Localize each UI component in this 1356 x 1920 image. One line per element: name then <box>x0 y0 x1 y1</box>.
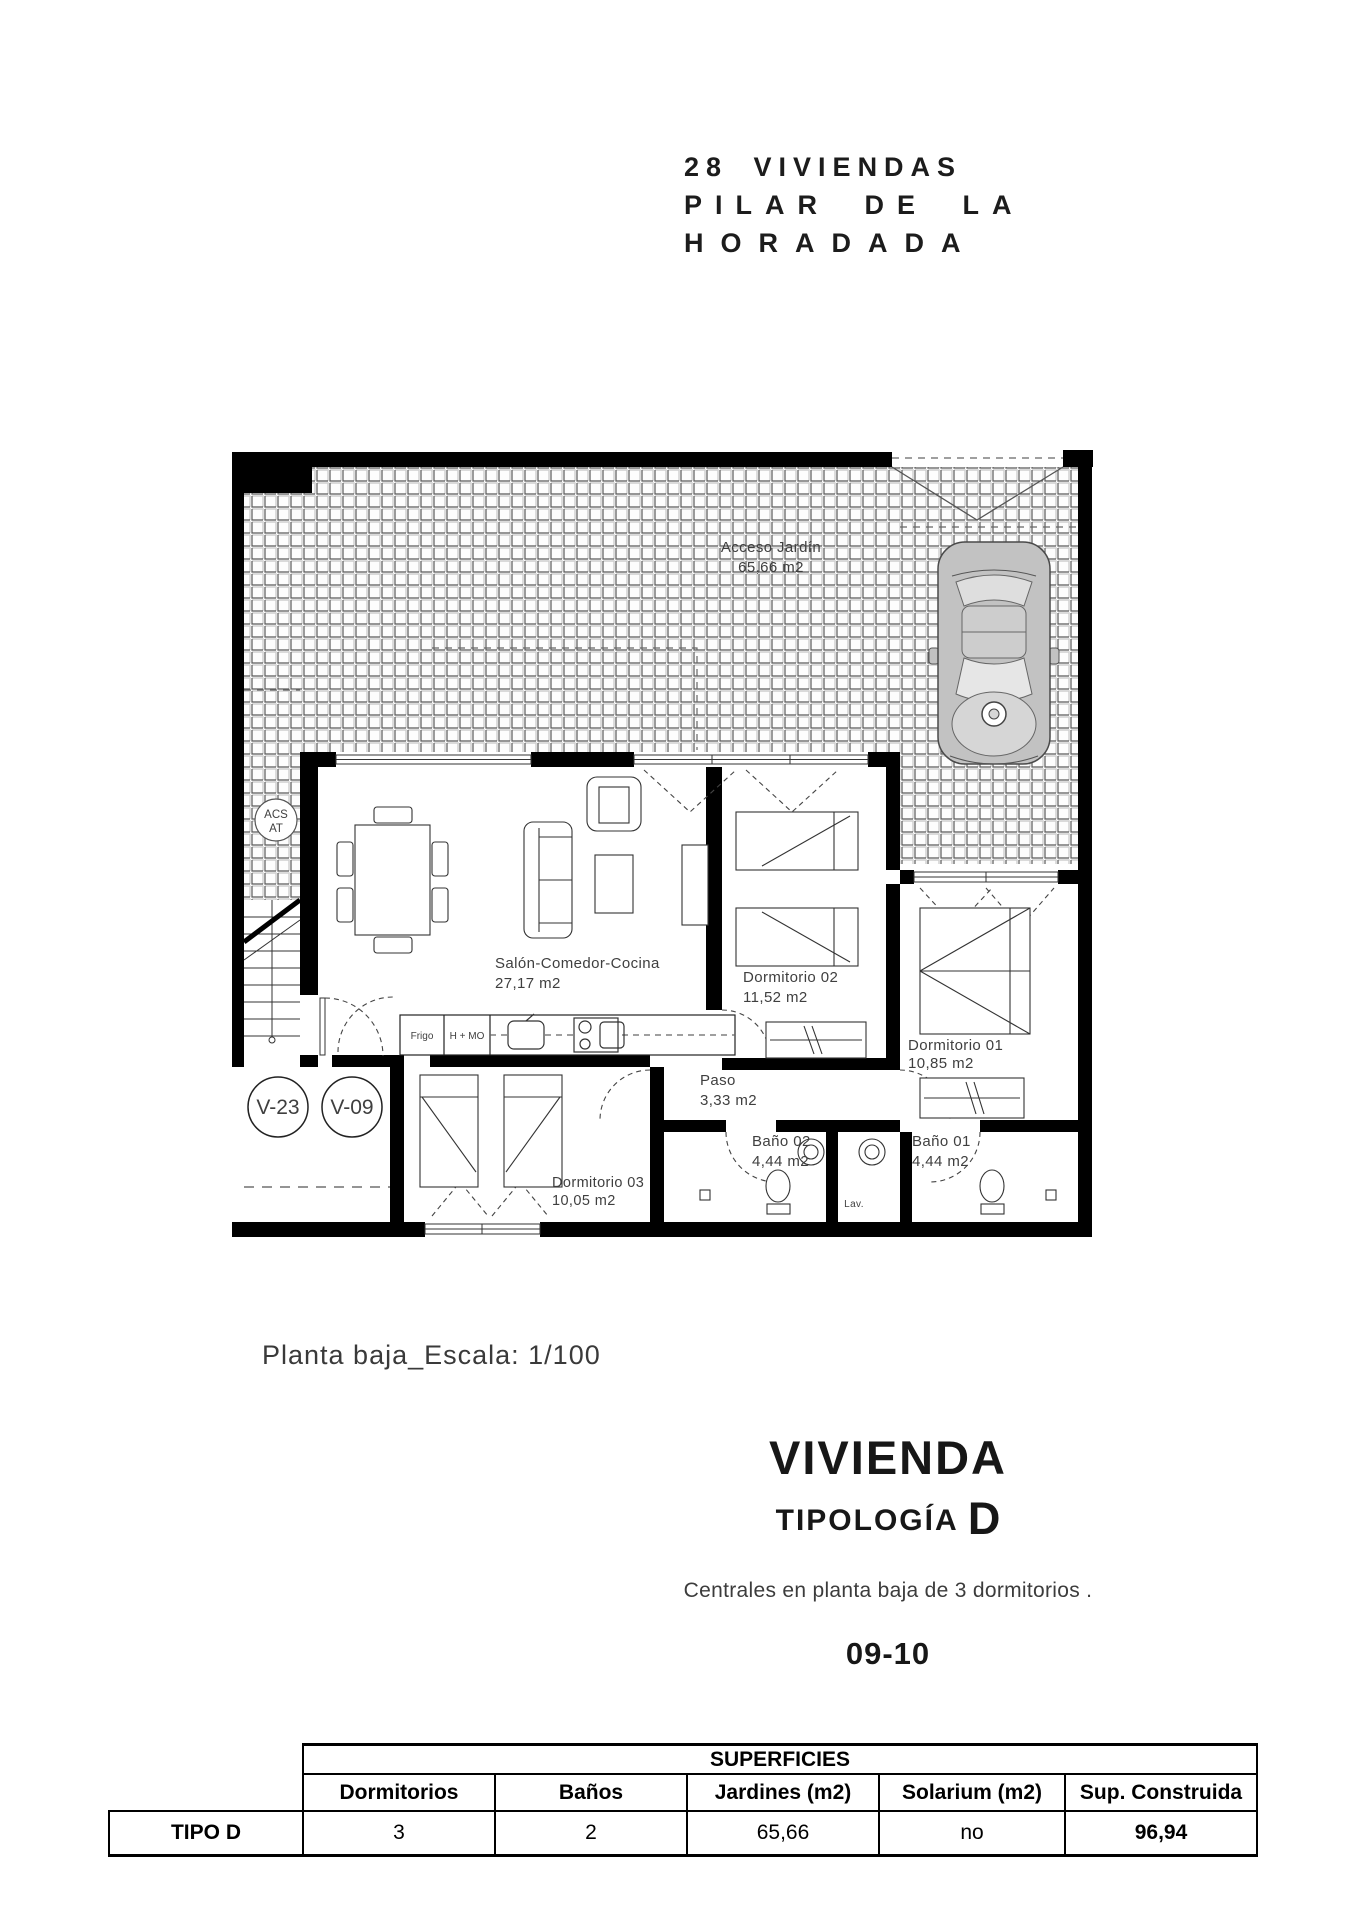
row-label: TIPO D <box>109 1811 303 1856</box>
col-header-solarium: Solarium (m2) <box>879 1774 1065 1811</box>
type-description: Centrales en planta baja de 3 dormitorios . <box>683 1579 1093 1602</box>
bedroom3-beds <box>420 1075 562 1187</box>
tv-bench <box>682 845 708 925</box>
car-top-view <box>929 542 1059 764</box>
bedroom2-wardrobe <box>766 1022 866 1058</box>
project-title <box>684 148 1025 262</box>
value-jardines: 65,66 <box>687 1811 879 1856</box>
hall-label: Paso <box>700 1072 736 1089</box>
bath2-label: Baño 02 <box>752 1133 811 1150</box>
garden-area: 65,66 m2 <box>738 559 804 576</box>
value-solarium: no <box>879 1811 1065 1856</box>
v09-marker <box>322 1077 382 1137</box>
bedroom3-label: Dormitorio 03 <box>552 1175 645 1191</box>
acs-marker <box>255 799 297 841</box>
garden-label: Acceso Jardín <box>720 539 822 556</box>
dining-table <box>337 807 448 953</box>
floor-plan <box>186 430 1118 1240</box>
oven-label: H + MO <box>449 1031 485 1042</box>
svg-text:V-23: V-23 <box>256 1096 300 1119</box>
fridge-label: Frigo <box>410 1031 434 1042</box>
laundry-sink <box>859 1139 885 1165</box>
armchair <box>587 777 641 831</box>
table-blank-cell <box>109 1745 303 1775</box>
laundry-label: Lav. <box>844 1199 864 1210</box>
vivienda-title: VIVIENDA <box>769 1431 1007 1484</box>
bedroom1-area: 10,85 m2 <box>908 1055 974 1072</box>
value-sup-construida: 96,94 <box>1065 1811 1257 1856</box>
value-banos: 2 <box>495 1811 687 1856</box>
svg-text:ACS: ACS <box>264 809 288 821</box>
surfaces-table <box>108 1743 1258 1857</box>
type-block <box>596 1430 1180 1672</box>
sofa <box>524 822 572 938</box>
svg-text:V-09: V-09 <box>330 1096 374 1119</box>
bath1-label: Baño 01 <box>912 1133 971 1150</box>
coffee-table <box>595 855 633 913</box>
bedroom1-bed <box>920 908 1030 1034</box>
bedroom2-label: Dormitorio 02 <box>743 969 839 986</box>
tipologia-label: TIPOLOGÍA <box>775 1504 958 1537</box>
unit-numbers: 09-10 <box>845 1636 931 1671</box>
bedroom2-beds <box>736 812 858 966</box>
col-header-sup-construida: Sup. Construida <box>1065 1774 1257 1811</box>
col-header-dormitorios: Dormitorios <box>303 1774 495 1811</box>
tipologia-line <box>596 1493 1180 1545</box>
plan-caption: Planta baja_Escala: 1/100 <box>262 1340 601 1370</box>
bedroom2-area: 11,52 m2 <box>743 989 808 1006</box>
table-title: SUPERFICIES <box>303 1745 1257 1775</box>
bedroom1-wardrobe <box>920 1078 1024 1118</box>
bedroom1-label: Dormitorio 01 <box>908 1037 1004 1054</box>
table-blank-cell <box>109 1774 303 1811</box>
value-dormitorios: 3 <box>303 1811 495 1856</box>
table-row <box>109 1811 1257 1856</box>
bath2-area: 4,44 m2 <box>752 1153 809 1170</box>
staircase <box>244 900 300 1043</box>
bedroom3-area: 10,05 m2 <box>552 1193 616 1209</box>
col-header-banos: Baños <box>495 1774 687 1811</box>
project-title-line1: 28 VIVIENDAS <box>684 152 963 182</box>
project-title-line3: HORADADA <box>684 228 978 258</box>
hall-area: 3,33 m2 <box>700 1092 757 1109</box>
living-label: Salón-Comedor-Cocina <box>495 955 660 972</box>
living-area: 27,17 m2 <box>495 975 561 992</box>
col-header-jardines: Jardines (m2) <box>687 1774 879 1811</box>
svg-text:AT: AT <box>269 823 283 835</box>
tipologia-letter: D <box>967 1493 1001 1544</box>
bath1-fixtures <box>980 1170 1056 1214</box>
project-title-line2: PILAR DE LA <box>684 190 1025 220</box>
entry-door-leaf <box>320 998 325 1055</box>
bath1-area: 4,44 m2 <box>912 1153 969 1170</box>
bath2-fixtures <box>700 1139 824 1214</box>
v23-marker <box>248 1077 308 1137</box>
